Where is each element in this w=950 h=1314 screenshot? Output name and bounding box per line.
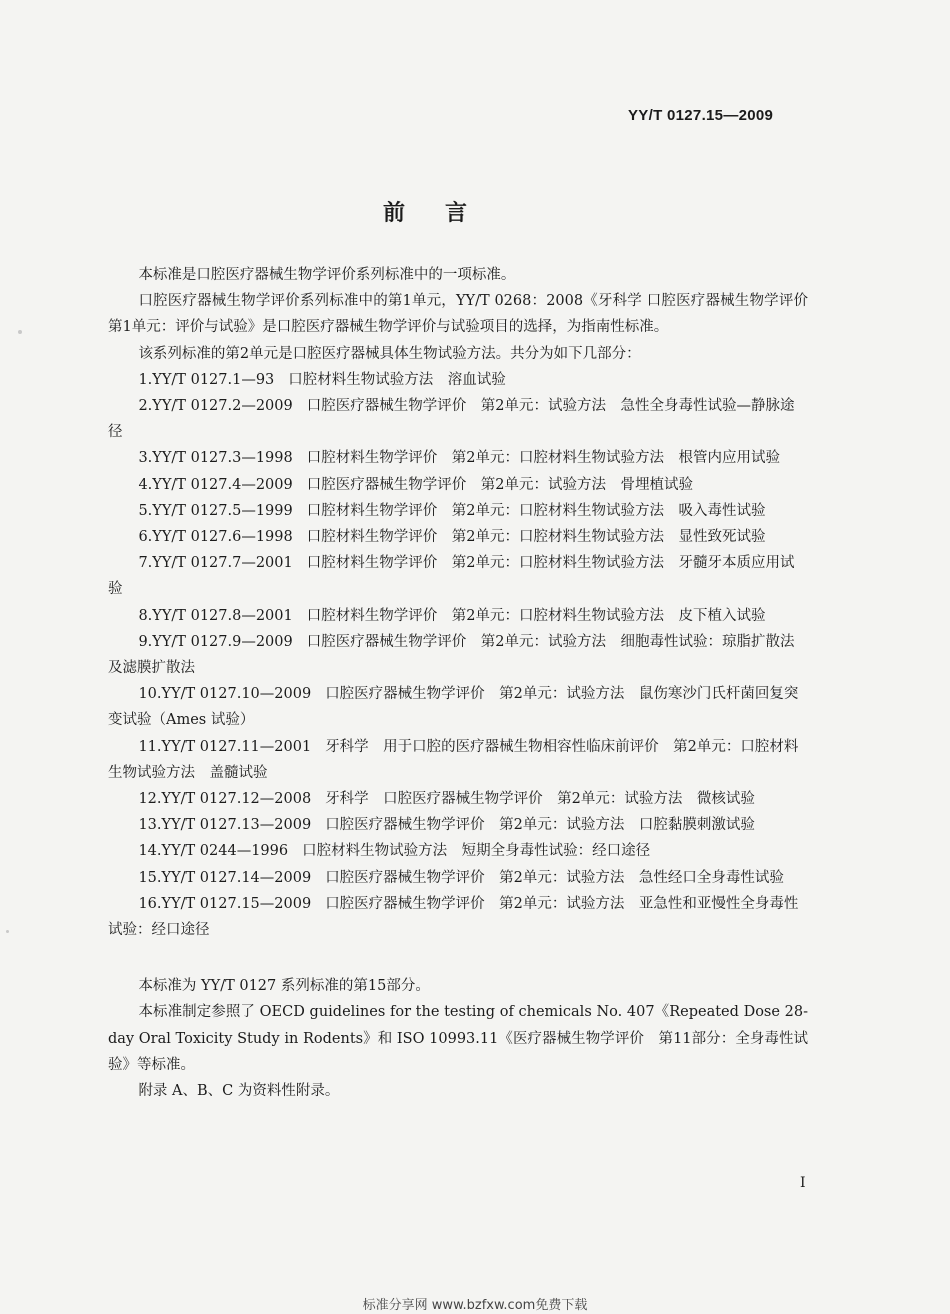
part-code: YY/T 0127.4—2009 bbox=[152, 476, 293, 493]
scan-speck bbox=[18, 330, 22, 334]
part-title: 口腔医疗器械生物学评价 第2单元：试验方法 口腔黏膜刺激试验 bbox=[325, 817, 755, 834]
part-number: 3. bbox=[138, 450, 153, 467]
foreword-body bbox=[108, 262, 808, 1104]
part-number: 4. bbox=[138, 476, 153, 493]
part-number: 6. bbox=[138, 529, 153, 546]
part-number: 16. bbox=[138, 895, 162, 912]
list-item bbox=[108, 524, 808, 550]
list-item bbox=[108, 498, 808, 524]
list-item bbox=[108, 603, 808, 629]
part-code: YY/T 0127.9—2009 bbox=[152, 633, 293, 650]
intro-paragraph: 本标准是口腔医疗器械生物学评价系列标准中的一项标准。 bbox=[138, 267, 516, 283]
part-code: YY/T 0127.15—2009 bbox=[161, 895, 312, 912]
part-number: 9. bbox=[138, 633, 153, 650]
page-number: I bbox=[800, 1175, 806, 1191]
standard-code: YY/T 0127.15—2009 bbox=[628, 107, 774, 124]
part-code: YY/T 0127.6—1998 bbox=[152, 529, 293, 546]
part-number: 2. bbox=[138, 398, 153, 415]
intro-paragraph: 口腔医疗器械生物学评价系列标准中的第1单元，YY/T 0268：2008《牙科学 口腔医疗器械生物学评价 第1单元：评价与试验》是口腔医疗器械生物学评价与试验项目的选择，为指南性标准。 bbox=[108, 293, 808, 336]
list-item bbox=[108, 393, 808, 445]
list-item bbox=[108, 629, 808, 681]
part-title: 牙科学 口腔医疗器械生物学评价 第2单元：试验方法 微核试验 bbox=[325, 791, 755, 808]
list-item bbox=[108, 550, 808, 602]
part-title: 口腔材料生物学评价 第2单元：口腔材料生物试验方法 皮下植入试验 bbox=[306, 607, 766, 624]
intro-paragraph: 该系列标准的第2单元是口腔医疗器械具体生物试验方法。共分为如下几部分： bbox=[138, 345, 641, 362]
part-title: 口腔材料生物学评价 第2单元：口腔材料生物试验方法 牙髓牙本质应用试验 bbox=[108, 555, 795, 598]
part-number: 13. bbox=[138, 817, 162, 834]
part-title: 口腔医疗器械生物学评价 第2单元：试验方法 亚急性和亚慢性全身毒性试验：经口途径 bbox=[108, 895, 799, 939]
part-code: YY/T 0127.5—1999 bbox=[152, 502, 293, 519]
list-item bbox=[108, 838, 808, 864]
part-number: 7. bbox=[138, 555, 153, 572]
list-item bbox=[108, 786, 808, 812]
part-title: 牙科学 用于口腔的医疗器械生物相容性临床前评价 第2单元：口腔材料生物试验方法 盖髓试验 bbox=[108, 738, 799, 781]
part-number: 1. bbox=[138, 371, 153, 388]
part-title: 口腔材料生物学评价 第2单元：口腔材料生物试验方法 吸入毒性试验 bbox=[306, 502, 766, 519]
part-code: YY/T 0127.2—2009 bbox=[152, 398, 293, 415]
part-code: YY/T 0127.3—1998 bbox=[152, 450, 293, 467]
list-item bbox=[108, 681, 808, 733]
part-code: YY/T 0127.11—2001 bbox=[161, 738, 312, 755]
part-number: 8. bbox=[138, 607, 153, 624]
list-item bbox=[108, 891, 808, 943]
parts-list bbox=[108, 367, 808, 943]
list-item bbox=[108, 734, 808, 786]
part-title: 口腔医疗器械生物学评价 第2单元：试验方法 鼠伤寒沙门氏杆菌回复突变试验（Ames 试验） bbox=[108, 686, 799, 729]
list-item bbox=[108, 472, 808, 498]
list-item bbox=[108, 367, 808, 393]
scan-speck bbox=[6, 930, 9, 933]
part-number: 10. bbox=[138, 686, 162, 703]
outro-paragraph: 本标准为 YY/T 0127 系列标准的第15部分。 bbox=[138, 978, 430, 995]
list-item bbox=[108, 865, 808, 891]
part-code: YY/T 0127.1—93 bbox=[152, 371, 275, 388]
outro-paragraph: 附录 A、B、C 为资料性附录。 bbox=[138, 1083, 340, 1100]
part-title: 口腔材料生物试验方法 溶血试验 bbox=[288, 371, 506, 388]
list-item bbox=[108, 445, 808, 471]
part-code: YY/T 0127.14—2009 bbox=[161, 869, 312, 886]
site-watermark: 标准分享网 www.bzfxw.com免费下载 bbox=[362, 1298, 588, 1313]
part-code: YY/T 0244—1996 bbox=[161, 843, 289, 860]
part-number: 12. bbox=[138, 791, 162, 808]
part-number: 11. bbox=[138, 738, 162, 755]
part-number: 14. bbox=[138, 843, 162, 860]
part-title: 口腔材料生物学评价 第2单元：口腔材料生物试验方法 根管内应用试验 bbox=[306, 450, 780, 467]
part-code: YY/T 0127.7—2001 bbox=[152, 555, 293, 572]
part-title: 口腔医疗器械生物学评价 第2单元：试验方法 急性全身毒性试验—静脉途径 bbox=[108, 398, 795, 441]
page-title: 前言 bbox=[382, 200, 507, 226]
part-title: 口腔材料生物试验方法 短期全身毒性试验：经口途径 bbox=[302, 843, 651, 860]
part-code: YY/T 0127.10—2009 bbox=[161, 686, 312, 703]
part-title: 口腔医疗器械生物学评价 第2单元：试验方法 细胞毒性试验：琼脂扩散法及滤膜扩散法 bbox=[108, 633, 795, 677]
part-code: YY/T 0127.8—2001 bbox=[152, 607, 293, 624]
part-code: YY/T 0127.13—2009 bbox=[161, 817, 312, 834]
part-number: 15. bbox=[138, 869, 162, 886]
outro-paragraph: 本标准制定参照了 OECD guidelines for the testing of chemicals No. 407《Repeated Dose 28-day Oral Toxicity Study in Rodents》和 ISO 10993.11《医疗器械生物学评价 第11部分：全身毒性试验》等标准。 bbox=[108, 1004, 808, 1073]
spacer bbox=[108, 943, 808, 973]
list-item bbox=[108, 812, 808, 838]
part-code: YY/T 0127.12—2008 bbox=[161, 791, 312, 808]
part-title: 口腔材料生物学评价 第2单元：口腔材料生物试验方法 显性致死试验 bbox=[306, 529, 766, 546]
part-title: 口腔医疗器械生物学评价 第2单元：试验方法 急性经口全身毒性试验 bbox=[325, 869, 784, 886]
part-number: 5. bbox=[138, 502, 153, 519]
part-title: 口腔医疗器械生物学评价 第2单元：试验方法 骨埋植试验 bbox=[306, 476, 693, 493]
